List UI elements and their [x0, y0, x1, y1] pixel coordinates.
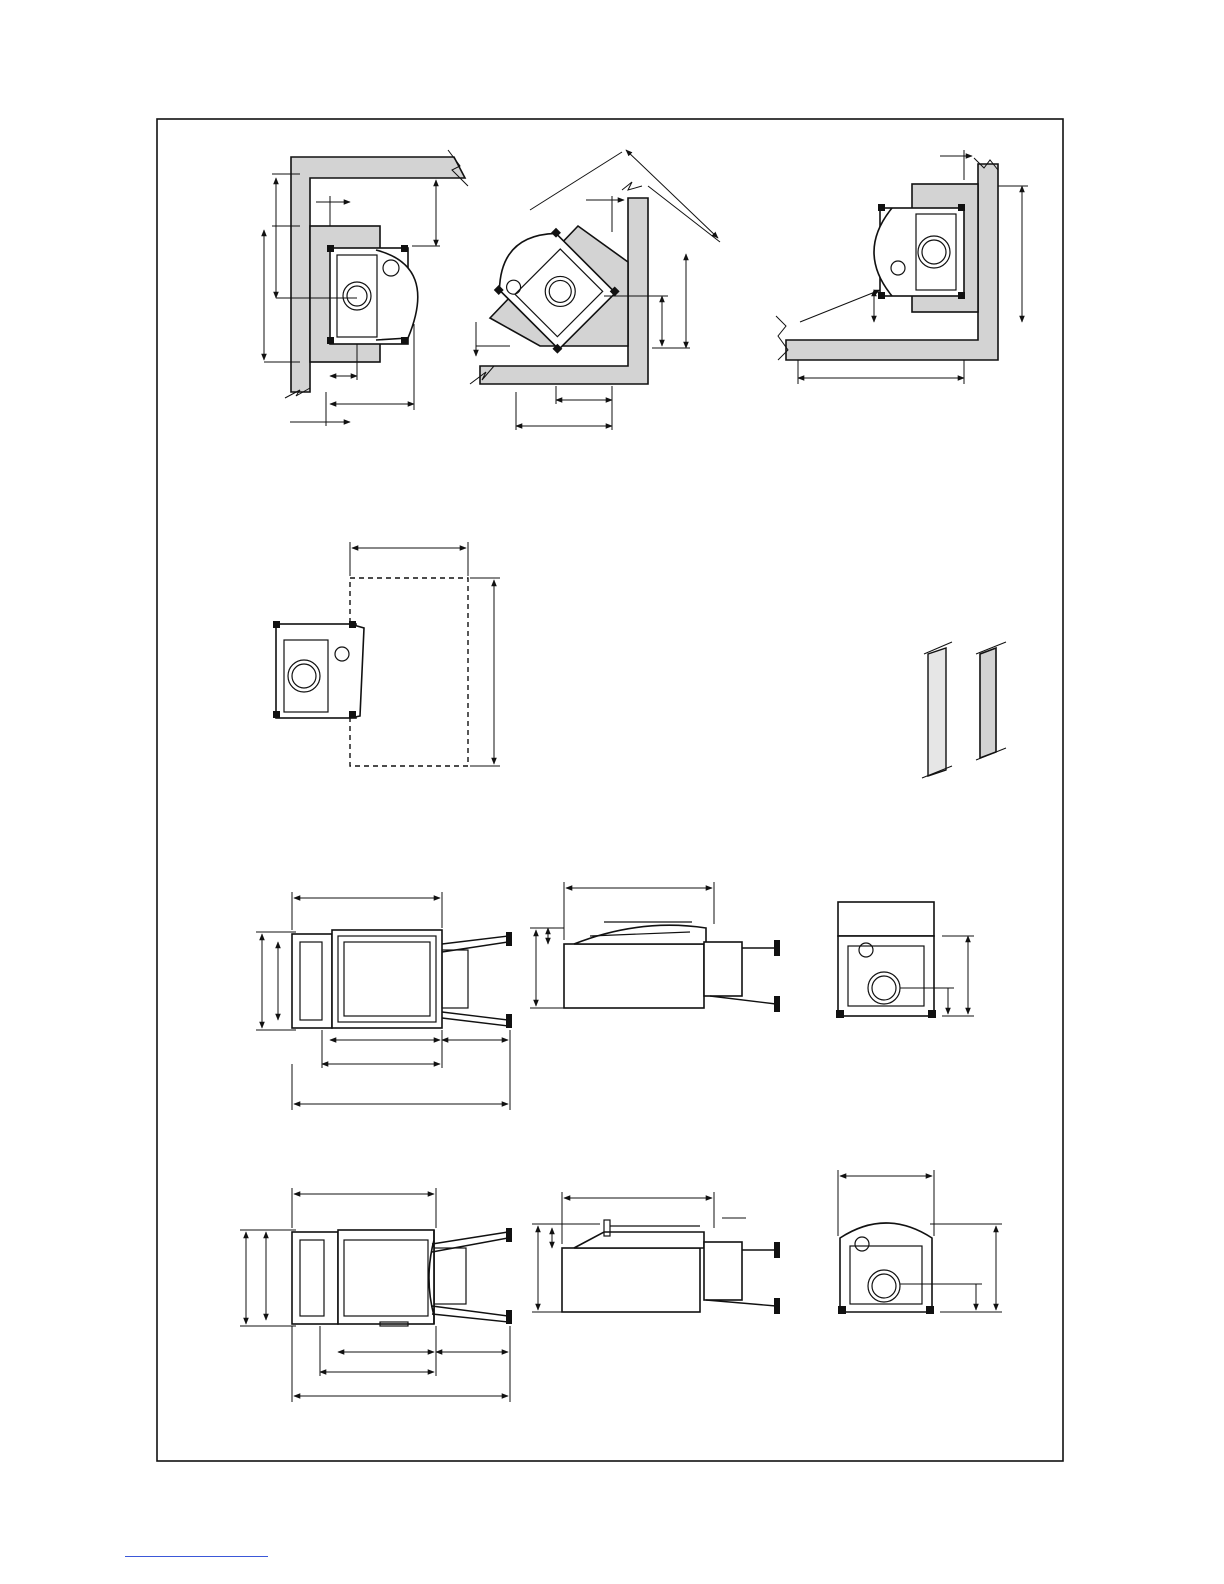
corner-plan-right-wall — [776, 150, 1028, 384]
stove-plan-front — [273, 621, 364, 718]
clearance-zone — [350, 578, 468, 766]
model-b-rear-view — [838, 1170, 1002, 1314]
model-b-side-view — [532, 1192, 780, 1314]
model-a-rear-view — [836, 902, 974, 1018]
wall-material-samples — [922, 642, 1006, 778]
stove-plan — [327, 245, 418, 344]
free-standing-clearance-plan — [273, 542, 500, 766]
model-b-top-view — [240, 1188, 512, 1402]
wall-sample-dark — [980, 648, 996, 758]
corner-plan-left-wall — [264, 150, 468, 426]
footnote-rule — [125, 1556, 268, 1557]
stove-plan-right — [874, 204, 965, 299]
model-a-top-view — [256, 892, 512, 1110]
wall-sample-light — [928, 648, 946, 776]
corner-plan-diagonal — [470, 150, 720, 430]
model-a-side-view — [530, 882, 780, 1012]
